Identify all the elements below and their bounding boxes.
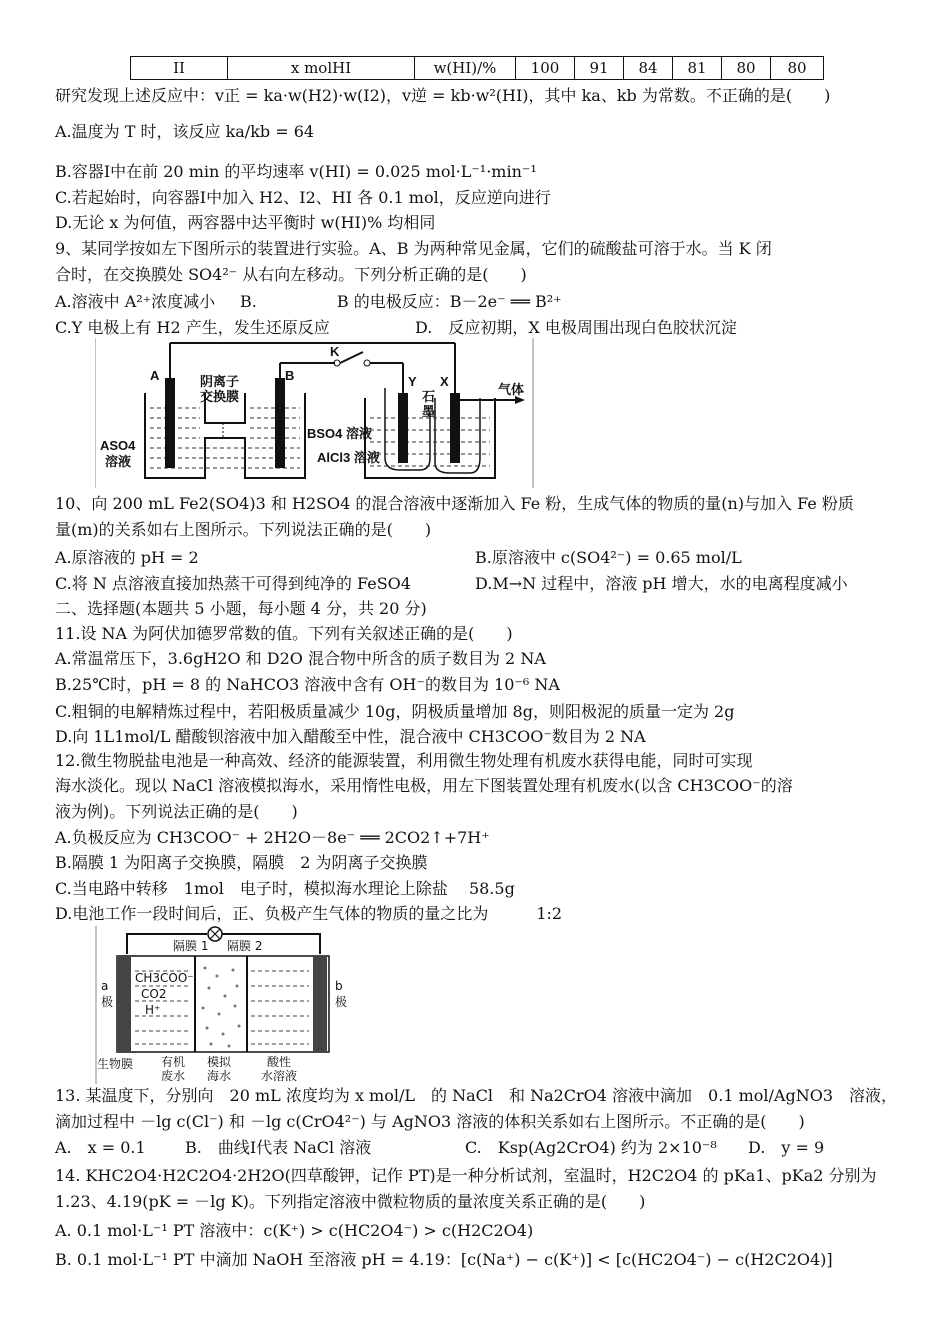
q14-stem-1: 14. KHC2O4·H2C2O4·2H2O(四草酸钾，记作 PT)是一种分析试剂，室温时，H2C2O4 的 pKa1、pKa2 分别为 <box>55 1166 877 1185</box>
q9-option-d: D. 反应初期，X 电极周围出现白色胶状沉淀 <box>415 318 737 337</box>
q12-option-d: D.电池工作一段时间后，正、负极产生气体的物质的量之比为 1:2 <box>55 904 563 923</box>
solution-label: ASO4 <box>100 438 136 453</box>
electrode-label: 极 <box>335 995 348 1009</box>
q10-stem-1: 10、向 200 mL Fe2(SO4)3 和 H2SO4 的混合溶液中逐渐加入 Fe 粉，生成气体的物质的量(n)与加入 Fe 粉质 <box>55 494 854 513</box>
table-cell: 81 <box>673 57 722 80</box>
data-table <box>130 56 824 80</box>
region-label: 海水 <box>207 1069 232 1083</box>
electrode-label: Y <box>408 374 417 389</box>
table-cell: 80 <box>771 57 824 80</box>
q13-stem-1: 13. 某温度下，分别向 20 mL 浓度均为 x mol/L 的 NaCl 和 Na2CrO4 溶液中滴加 0.1 mol/AgNO3 溶液， <box>55 1086 897 1105</box>
solution-label: BSO4 溶液 <box>307 426 373 441</box>
table-cell: 80 <box>722 57 771 80</box>
q9-stem-1: 9、某同学按如左下图所示的装置进行实验。A、B 为两种常见金属，它们的硫酸盐可溶于水。当 K 闭 <box>55 239 772 258</box>
membrane-label: 隔膜 2 <box>227 939 263 953</box>
table-row <box>131 57 824 80</box>
q8-stem: 研究发现上述反应中：v正 = ka·w(H2)·w(I2)，v逆 = kb·w²(HI)，其中 ka、kb 为常数。不正确的是( ) <box>55 86 831 105</box>
q13-option-b: B. 曲线Ⅰ代表 NaCl 溶液 <box>185 1138 372 1157</box>
electrode-label: b <box>335 979 343 993</box>
table-cell: 100 <box>516 57 575 80</box>
q13-option-c: C. Ksp(Ag2CrO4) 约为 2×10⁻⁸ <box>465 1138 717 1157</box>
q14-stem-2: 1.23、4.19(pK = －lg K)。下列指定溶液中微粒物质的量浓度关系正确的是( ) <box>55 1192 646 1211</box>
q11-option-a: A.常温常压下，3.6gH2O 和 D2O 混合物中所含的质子数目为 2 NA <box>55 649 546 668</box>
membrane-label: 交换膜 <box>200 389 240 404</box>
q10-stem-2: 量(m)的关系如右上图所示。下列说法正确的是( ) <box>55 520 432 539</box>
q10-option-a: A.原溶液的 pH = 2 <box>55 548 199 567</box>
q12-option-b: B.隔膜 1 为阳离子交换膜，隔膜 2 为阴离子交换膜 <box>55 853 428 872</box>
table-cell: w(HI)/% <box>415 57 516 80</box>
q11-option-b: B.25℃时，pH = 8 的 NaHCO3 溶液中含有 OH⁻的数目为 10⁻⁶ NA <box>55 675 560 694</box>
q11-stem: 11.设 NA 为阿伏加德罗常数的值。下列有关叙述正确的是( ) <box>55 624 513 643</box>
q9-option-c: C.Y 电极上有 H2 产生，发生还原反应 <box>55 318 330 337</box>
q11-option-d: D.向 1L1mol/L 醋酸钡溶液中加入醋酸至中性，混合液中 CH3COO⁻数目为 2 NA <box>55 727 646 746</box>
q12-stem-1: 12.微生物脱盐电池是一种高效、经济的能源装置，利用微生物处理有机废水获得电能，同时可实现 <box>55 751 753 770</box>
q10-option-b: B.原溶液中 c(SO4²⁻) = 0.65 mol/L <box>475 548 742 567</box>
q8-option-d: D.无论 x 为何值，两容器中达平衡时 w(HI)% 均相同 <box>55 213 436 232</box>
section-heading: 二、选择题(本题共 5 小题，每小题 4 分，共 20 分) <box>55 599 427 618</box>
region-label: 有机 <box>161 1055 186 1069</box>
gas-label: 气体 <box>498 382 525 397</box>
switch-label: K <box>330 344 340 359</box>
table-cell: 91 <box>575 57 624 80</box>
q11-option-c: C.粗铜的电解精炼过程中，若阳极质量减少 10g，阴极质量增加 8g，则阳极泥的质量一定为 2g <box>55 702 735 721</box>
q8-option-a: A.温度为 T 时，该反应 ka/kb = 64 <box>55 122 315 141</box>
q13-option-a: A. x = 0.1 <box>55 1138 146 1157</box>
membrane-label: 隔膜 1 <box>173 939 209 953</box>
electrode-label: a <box>101 979 109 993</box>
membrane-label: 阴离子 <box>200 374 240 389</box>
region-label: 酸性 <box>267 1055 292 1069</box>
q8-option-b: B.容器Ⅰ中在前 20 min 的平均速率 v(HI) = 0.025 mol·L⁻¹·min⁻¹ <box>55 162 537 181</box>
electrode-label: 极 <box>101 995 114 1009</box>
q12-stem-2: 海水淡化。现以 NaCl 溶液模拟海水，采用惰性电极，用左下图装置处理有机废水(以含 CH3COO⁻的溶 <box>55 776 793 795</box>
desalination-cell-figure <box>95 926 355 1084</box>
graphite-label: 石 <box>422 389 436 404</box>
table-cell: II <box>131 57 228 80</box>
solution-label: AlCl3 溶液 <box>317 450 380 465</box>
q10-option-c: C.将 N 点溶液直接加热蒸干可得到纯净的 FeSO4 <box>55 574 411 593</box>
q14-option-b: B. 0.1 mol·L⁻¹ PT 中滴加 NaOH 至溶液 pH = 4.19：[c(Na⁺) − c(K⁺)] < [c(HC2O4⁻) − c(H2C2O4)] <box>55 1250 833 1269</box>
region-label: 模拟 <box>207 1055 232 1069</box>
q9-option-a: A.溶液中 A²⁺浓度减小 <box>55 292 216 311</box>
q12-stem-3: 液为例)。下列说法正确的是( ) <box>55 802 298 821</box>
electrolysis-apparatus-figure <box>95 338 535 488</box>
solution-label: 溶液 <box>105 454 132 469</box>
species-label: CO2 <box>141 987 167 1001</box>
region-label: 废水 <box>161 1069 186 1083</box>
region-label: 生物膜 <box>97 1057 134 1071</box>
q13-option-d: D. y = 9 <box>748 1138 825 1157</box>
species-label: CH3COO⁻ <box>135 971 194 985</box>
electrode-label: A <box>150 368 160 383</box>
q9-stem-2: 合时，在交换膜处 SO4²⁻ 从右向左移动。下列分析正确的是( ) <box>55 265 527 284</box>
q8-option-c: C.若起始时，向容器Ⅰ中加入 H2、I2、HI 各 0.1 mol，反应逆向进行 <box>55 188 551 207</box>
q10-option-d: D.M→N 过程中，溶液 pH 增大，水的电离程度减小 <box>475 574 848 593</box>
electrode-label: B <box>285 368 295 383</box>
electrode-label: X <box>440 374 449 389</box>
q9-option-b: B. B 的电极反应：B－2e⁻ ══ B²⁺ <box>240 292 562 311</box>
table-cell: 84 <box>624 57 673 80</box>
q12-option-a: A.负极反应为 CH3COO⁻ + 2H2O－8e⁻ ══ 2CO2↑+7H⁺ <box>55 828 490 847</box>
q12-option-c: C.当电路中转移 1mol 电子时，模拟海水理论上除盐 58.5g <box>55 879 515 898</box>
q13-stem-2: 滴加过程中 －lg c(Cl⁻) 和 －lg c(CrO4²⁻) 与 AgNO3 溶液的体积关系如右上图所示。不正确的是( ) <box>55 1112 805 1131</box>
region-label: 水溶液 <box>261 1069 298 1083</box>
table-cell: x molHI <box>228 57 415 80</box>
graphite-label: 墨 <box>422 404 436 419</box>
species-label: H⁺ <box>145 1003 161 1017</box>
q14-option-a: A. 0.1 mol·L⁻¹ PT 溶液中：c(K⁺) > c(HC2O4⁻) > c(H2C2O4) <box>55 1221 534 1240</box>
